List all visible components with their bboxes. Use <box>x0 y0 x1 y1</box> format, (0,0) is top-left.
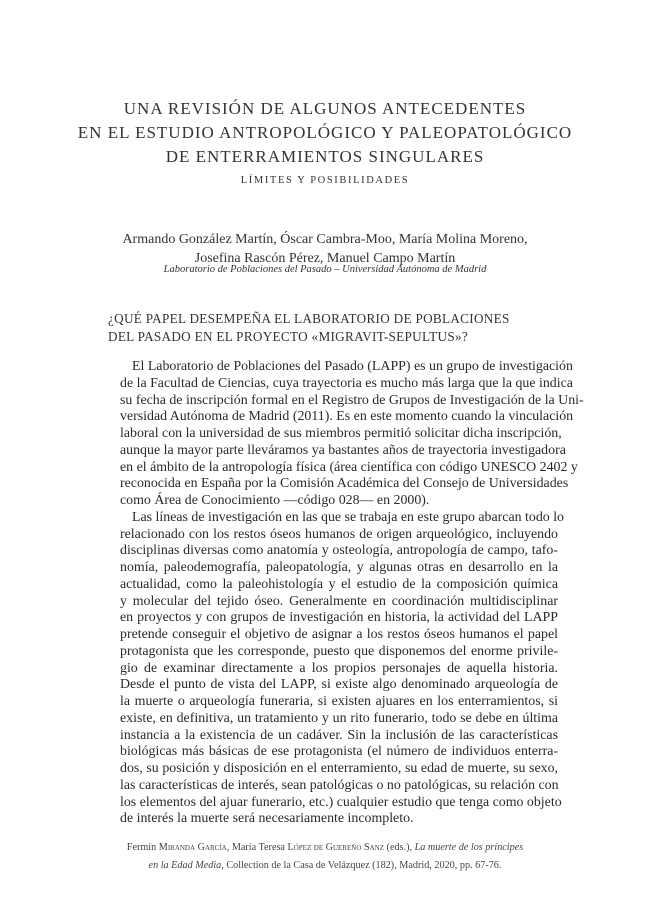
paragraph-2-line: disciplinas diversas como anatomía y osteología, antropología de campo, tafo- <box>120 543 558 559</box>
paragraph-1-line: aunque la mayor parte lleváramos ya bastantes años de trayectoria investigadora <box>120 442 566 458</box>
paragraph-2-line: relacionado con los restos óseos humanos de origen arqueológico, incluyendo <box>120 526 558 542</box>
paragraph-2 <box>108 509 564 828</box>
author-affiliation: Laboratorio de Poblaciones del Pasado – Universidad Autónoma de Madrid <box>163 264 487 275</box>
paragraph-2-line: biológicas más básicas de ese protagonista (el número de individuos enterra- <box>120 744 558 760</box>
citation-line-1: Fermín Miranda García, María Teresa López de Guereño Sanz (eds.), La muerte de los príncipes <box>126 842 524 853</box>
paragraph-1-line: El Laboratorio de Poblaciones del Pasado (LAPP) es un grupo de investigación <box>132 359 573 374</box>
paragraph-2-line: actualidad, como la paleohistología y el estudio de la composición química <box>120 576 558 592</box>
chapter-title-line-3: DE ENTERRAMIENTOS SINGULARES <box>165 147 485 166</box>
paragraph-2-line: gio de examinar directamente a los propios personajes de aquella historia. <box>120 660 558 676</box>
chapter-title <box>60 97 590 169</box>
paragraph-2-line: pretende conseguir el objetivo de asignar a los restos óseos humanos el papel <box>120 627 558 642</box>
chapter-subtitle: LÍMITES Y POSIBILIDADES <box>240 175 410 186</box>
paragraph-1-line: laboral con la universidad de sus miembros permitió solicitar dicha inscripción, <box>120 426 562 441</box>
paragraph-1-line: reconocida en España por la Comisión Académica del Consejo de Universidades <box>120 476 569 492</box>
paragraph-2-line: protagonista que les corresponde, puesto que disponemos del enorme privile- <box>120 643 558 659</box>
paragraph-2-line: los elementos del ajuar funerario, etc.) cualquier estudio que tenga como objeto <box>120 794 562 810</box>
paragraph-1 <box>108 359 584 510</box>
body-text <box>108 359 584 828</box>
author-list-line-2: Josefina Rascón Pérez, Manuel Campo Martín <box>194 251 456 266</box>
chapter-title-line-2: EN EL ESTUDIO ANTROPOLÓGICO Y PALEOPATOLÓGICO <box>77 123 573 142</box>
paragraph-1-line: como Área de Conocimiento —código 028— en 2000). <box>120 493 430 508</box>
paragraph-2-line: la muerte o arqueología funeraria, si existen ajuares en los enterramientos, si <box>120 694 558 709</box>
citation-footer <box>90 839 560 875</box>
paragraph-2-line: y molecular del tejido óseo. Generalmente en coordinación multidisciplinar <box>120 593 558 609</box>
paragraph-2-line: Las líneas de investigación en las que se trabaja en este grupo abarcan todo lo <box>132 509 564 525</box>
book-title-part-1: La muerte de los príncipes <box>414 842 524 853</box>
paragraph-2-line: dos, su posición y disposición en el enterramiento, su edad de muerte, su sexo, <box>120 761 558 776</box>
publication-info: , Collection de la Casa de Velázquez (182), Madrid, 2020, pp. 67-76. <box>221 860 502 871</box>
paragraph-2-line: existe, en definitiva, un tratamiento y un rito funerario, todo se debe en última <box>120 710 558 726</box>
section-heading-line-1: ¿QUÉ PAPEL DESEMPEÑA EL LABORATORIO DE POBLACIONES <box>108 311 510 326</box>
editor-1-last-name: Miranda García <box>158 842 227 853</box>
editor-1-first-name: Fermín <box>126 842 157 853</box>
paragraph-2-line: instancia a la existencia de un cadáver. Sin la inclusión de las características <box>120 727 558 743</box>
paragraph-2-line: Desde el punto de vista del LAPP, si existe algo denominado arqueología de <box>120 677 558 693</box>
citation-line-2 <box>90 857 560 875</box>
paragraph-2-line: nomía, paleodemografía, paleopatología, y algunas otras en desarrollo en la <box>120 560 558 575</box>
paragraph-2-line: las características de interés, sean patológicas o no patológicas, su relación con <box>120 777 559 793</box>
paragraph-1-line: su fecha de inscripción formal en el Registro de Grupos de Investigación de la Uni- <box>120 392 584 408</box>
paragraph-2-line: en proyectos y con grupos de investigación en historia, la actividad del LAPP <box>120 610 558 626</box>
book-title-part-2: en la Edad Media <box>148 860 222 871</box>
paragraph-2-line: de interés la muerte será necesariamente incompleto. <box>120 811 414 827</box>
section-heading <box>108 310 548 346</box>
paragraph-1-line: versidad Autónoma de Madrid (2011). Es en este momento cuando la vinculación <box>120 409 574 425</box>
author-list <box>70 230 580 268</box>
editors-abbrev: (eds.), <box>386 842 413 853</box>
section-heading-line-2: DEL PASADO EN EL PROYECTO «MIGRAVIT-SEPULTUS»? <box>108 329 469 344</box>
editor-2-last-name: López de Guereño Sanz <box>287 842 384 853</box>
paragraph-1-line: de la Facultad de Ciencias, cuya trayectoria es mucho más larga que la que indica <box>120 375 573 391</box>
author-list-line-1: Armando González Martín, Óscar Cambra-Moo, María Molina Moreno, <box>122 232 528 247</box>
chapter-title-line-1: UNA REVISIÓN DE ALGUNOS ANTECEDENTES <box>123 99 527 118</box>
editor-2-first-name: María Teresa <box>231 842 285 853</box>
paragraph-1-line: en el ámbito de la antropología física (área científica con código UNESCO 2402 y <box>120 459 578 475</box>
